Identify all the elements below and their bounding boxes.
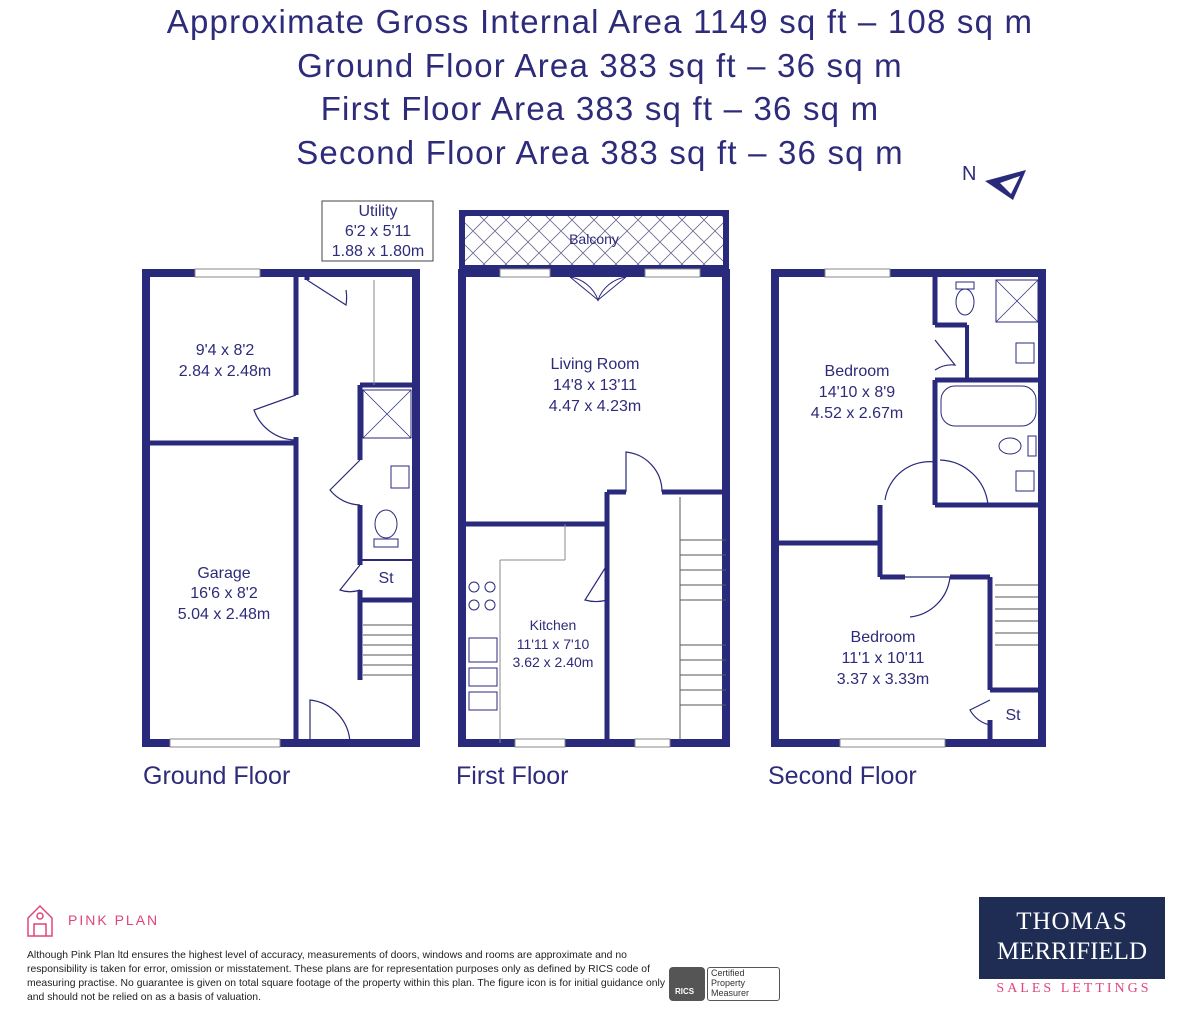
garage-imperial: 16'6 x 8'2 xyxy=(190,585,258,602)
rics-badge xyxy=(669,967,779,1001)
header-second-area: Second Floor Area 383 sq ft – 36 sq m xyxy=(296,134,904,171)
bedroom2-metric: 3.37 x 3.33m xyxy=(836,671,930,688)
rics-cert-line3: Measurer xyxy=(711,988,750,998)
room-imperial: 9'4 x 8'2 xyxy=(195,342,255,359)
pink-plan-logo-icon xyxy=(28,906,52,936)
bedroom2-name: Bedroom xyxy=(850,629,916,646)
second-floor-title: Second Floor xyxy=(768,762,917,790)
north-arrow-icon xyxy=(962,163,1026,200)
pink-plan-brand: PINK PLAN xyxy=(68,912,160,928)
ground-floor-plan xyxy=(146,201,433,747)
bedroom1-metric: 4.52 x 2.67m xyxy=(810,405,904,422)
balcony-label: Balcony xyxy=(569,231,619,247)
agent-line2: MERRIFIELD xyxy=(997,938,1147,965)
agent-line1: THOMAS xyxy=(1016,908,1128,935)
room-metric: 2.84 x 2.48m xyxy=(178,363,272,380)
kitchen-imperial: 11'11 x 7'10 xyxy=(516,636,590,652)
compass-label: N xyxy=(962,163,977,185)
bedroom2-imperial: 11'1 x 10'11 xyxy=(841,650,925,667)
header-first-area: First Floor Area 383 sq ft – 36 sq m xyxy=(320,90,880,127)
garage-metric: 5.04 x 2.48m xyxy=(177,606,271,623)
rics-cert-line1: Certified xyxy=(711,968,745,978)
first-floor-title: First Floor xyxy=(456,762,569,790)
garage-name: Garage xyxy=(197,565,251,582)
kitchen-metric: 3.62 x 2.40m xyxy=(512,654,594,670)
agent-logo xyxy=(979,897,1165,979)
bedroom1-name: Bedroom xyxy=(824,363,890,380)
rics-certified-box xyxy=(707,967,780,1001)
living-room-imperial: 14'8 x 13'11 xyxy=(552,377,638,394)
rics-logo-icon xyxy=(669,967,705,1001)
first-floor-plan xyxy=(462,213,726,747)
ground-floor-title: Ground Floor xyxy=(143,762,291,790)
living-room-metric: 4.47 x 4.23m xyxy=(548,398,642,415)
bedroom1-imperial: 14'10 x 8'9 xyxy=(818,384,896,401)
utility-name: Utility xyxy=(358,203,398,220)
ground-store-label: St xyxy=(378,570,394,587)
utility-imperial: 6'2 x 5'11 xyxy=(344,223,412,240)
second-store-label: St xyxy=(1005,707,1021,724)
agent-services: SALES LETTINGS xyxy=(996,981,1152,996)
header-ground-area: Ground Floor Area 383 sq ft – 36 sq m xyxy=(297,47,903,84)
utility-metric: 1.88 x 1.80m xyxy=(331,243,425,260)
rics-cert-line2: Property xyxy=(711,978,746,988)
disclaimer-text: Although Pink Plan ltd ensures the highest level of accuracy, measurements of doors, windows and rooms are approximate and no responsibility is taken for error, omission or misstatement. These plans are for representation purposes only as defined by RICS code of measuring practise. No guarantee is given on total square footage of the property within this plan. The figure icon is for initial guidance only and should not be relied on as a basis of valuation. xyxy=(27,950,666,1003)
header-total-area: Approximate Gross Internal Area 1149 sq ft – 108 sq m xyxy=(166,3,1034,40)
rics-label: RICS xyxy=(675,987,695,996)
living-room-name: Living Room xyxy=(550,356,640,373)
kitchen-name: Kitchen xyxy=(529,617,577,633)
